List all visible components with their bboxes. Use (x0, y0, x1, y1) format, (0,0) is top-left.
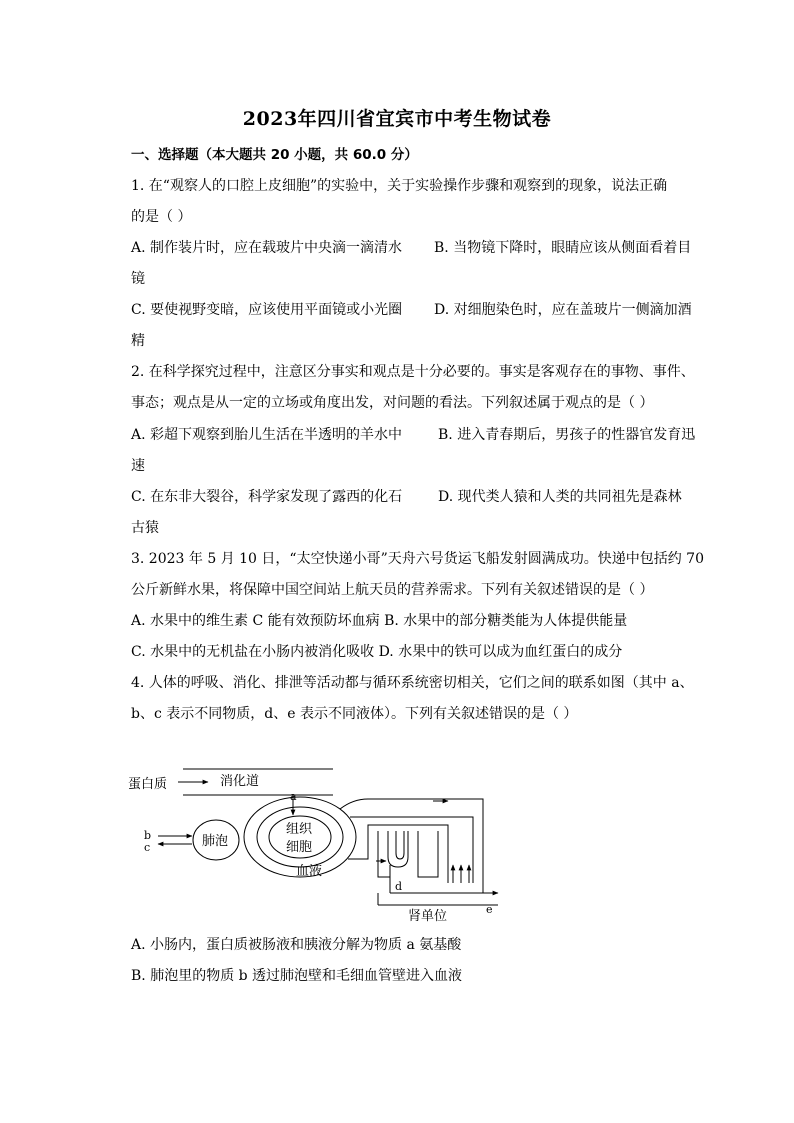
q2-option-d: D. 现代类人猿和人类的共同祖先是森林 (438, 489, 682, 505)
q1-stem-line1: 1. 在“观察人的口腔上皮细胞”的实验中，关于实验操作步骤和观察到的现象，说法正确 (131, 178, 668, 194)
label-protein: 蛋白质 (128, 777, 168, 792)
q1-option-b-cont: 镜 (131, 271, 145, 287)
q1-option-a: A. 制作装片时，应在载玻片中央滴一滴清水 (131, 240, 403, 256)
q4-stem-line2: b、c 表示不同物质，d、e 表示不同液体）。下列有关叙述错误的是（ ） (131, 706, 578, 722)
collecting-duct (418, 831, 438, 877)
q4-option-a: A. 小肠内，蛋白质被肠液和胰液分解为物质 a 氨基酸 (131, 937, 462, 953)
q2-option-b-cont: 速 (131, 458, 145, 474)
q3-options-ab: A. 水果中的维生素 C 能有效预防坏血病 B. 水果中的部分糖类能为人体提供能量 (131, 613, 628, 629)
loop-of-henle-outer (388, 831, 408, 867)
label-digestive-tract: 消化道 (220, 774, 260, 789)
q3-stem-line1: 3. 2023 年 5 月 10 日，“太空快递小哥”天舟六号货运飞船发射圆满成功。快递中包括约 70 (131, 551, 704, 567)
label-alveoli: 肺泡 (202, 834, 229, 849)
label-b: b (144, 829, 152, 842)
section-header: 一、选择题（本大题共 20 小题，共 60.0 分） (131, 147, 418, 163)
q1-option-c: C. 要使视野变暗，应该使用平面镜或小光圈 (131, 302, 403, 318)
q1-option-d: D. 对细胞染色时，应在盖玻片一侧滴加酒 (434, 302, 692, 318)
q2-option-d-cont: 古猿 (131, 520, 159, 536)
renal-vessel-lower (348, 825, 448, 883)
loop-of-henle-inner (396, 831, 404, 859)
label-kidney-unit: 肾单位 (408, 909, 448, 924)
q2-option-a: A. 彩超下观察到胎儿生活在半透明的羊水中 (131, 427, 403, 443)
q3-options-cd: C. 水果中的无机盐在小肠内被消化吸收 D. 水果中的铁可以成为血红蛋白的成分 (131, 644, 623, 660)
q1-option-d-cont: 精 (131, 333, 145, 349)
q2-option-b: B. 进入青春期后，男孩子的性器官发育迅 (438, 427, 696, 443)
label-tissue: 组织 (286, 822, 313, 837)
label-cell: 细胞 (286, 840, 313, 855)
renal-vessel-outer (340, 799, 483, 893)
page-title: 2023年四川省宜宾市中考生物试卷 (242, 108, 552, 130)
q4-option-b: B. 肺泡里的物质 b 透过肺泡壁和毛细血管壁进入血液 (131, 968, 463, 984)
q3-stem-line2: 公斤新鲜水果，将保障中国空间站上航天员的营养需求。下列有关叙述错误的是（ ） (131, 582, 654, 598)
q1-stem-line2: 的是（ ） (131, 209, 192, 225)
q4-stem-line1: 4. 人体的呼吸、消化、排泄等活动都与循环系统密切相关，它们之间的联系如图（其中 a、 (131, 675, 694, 691)
circulation-diagram (128, 765, 508, 925)
label-d: d (395, 880, 403, 893)
label-a: a (290, 790, 297, 803)
q2-stem-line1: 2. 在科学探究过程中，注意区分事实和观点是十分必要的。事实是客观存在的事物、事件、 (131, 364, 695, 380)
label-c: c (144, 841, 151, 854)
label-e: e (486, 903, 493, 916)
q2-stem-line2: 事态；观点是从一定的立场或角度出发，对问题的看法。下列叙述属于观点的是（ ） (131, 395, 654, 411)
q1-option-b: B. 当物镜下降时，眼睛应该从侧面看着目 (434, 240, 692, 256)
label-blood: 血液 (296, 864, 323, 879)
q2-option-c: C. 在东非大裂谷，科学家发现了露西的化石 (131, 489, 403, 505)
